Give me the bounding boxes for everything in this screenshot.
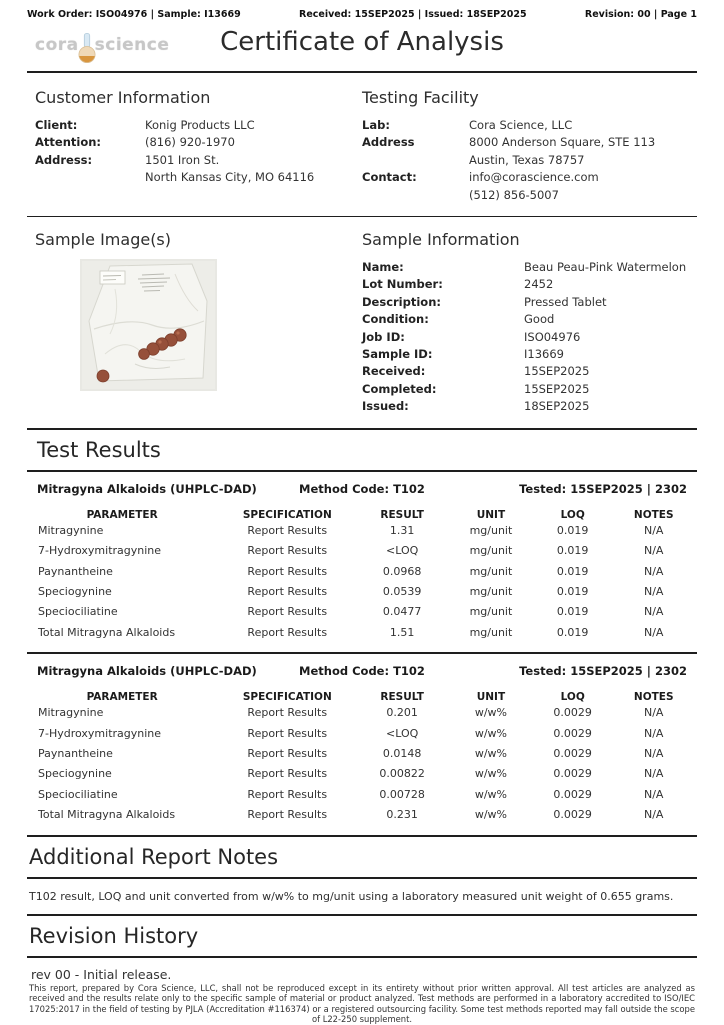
notes-bottom-rule (27, 914, 697, 916)
cell-loq: 0.0029 (553, 726, 592, 740)
field-row (362, 329, 689, 346)
field-value: Beau Peau-Pink Watermelon (524, 260, 687, 275)
work-order-sample-id: Work Order: ISO04976 | Sample: I13669 (27, 9, 241, 20)
field-row (362, 381, 689, 398)
col-result: RESULT (380, 508, 424, 521)
cell-loq: 0.019 (556, 625, 589, 639)
assay-header-row (27, 664, 697, 678)
cell-notes: N/A (643, 625, 664, 639)
cell-unit: w/w% (474, 808, 507, 822)
cell-loq: 0.019 (556, 584, 589, 598)
sample-images-block (35, 230, 362, 416)
sample-photo (80, 259, 217, 391)
method-code: Method Code: T102 (299, 481, 425, 496)
cell-parameter: Paynantheine (38, 564, 113, 578)
field-value: I13669 (524, 347, 564, 362)
cell-unit: w/w% (474, 706, 507, 720)
cell-parameter: Speciogynine (38, 584, 112, 598)
col-parameter: PARAMETER (86, 508, 158, 521)
table-row (27, 805, 697, 825)
field-value: Pressed Tablet (524, 294, 607, 309)
table-row (27, 724, 697, 744)
table-row (27, 541, 697, 561)
col-specification: SPECIFICATION (242, 508, 332, 521)
cell-notes: N/A (643, 746, 664, 760)
field-value: 18SEP2025 (524, 399, 590, 414)
field-value: North Kansas City, MO 64116 (145, 170, 315, 185)
cell-unit: mg/unit (469, 605, 513, 619)
field-value: Austin, Texas 78757 (469, 152, 585, 167)
logo-word-right: science (94, 35, 170, 55)
field-row (35, 152, 362, 169)
cell-notes: N/A (643, 544, 664, 558)
col-result: RESULT (380, 691, 424, 704)
tested-date: Tested: 15SEP2025 | 2302 (519, 664, 687, 679)
cell-unit: mg/unit (469, 544, 513, 558)
cell-result: 1.31 (389, 523, 415, 537)
cell-loq: 0.0029 (553, 746, 592, 760)
cell-specification: Report Results (247, 746, 328, 760)
cell-notes: N/A (643, 767, 664, 781)
cell-specification: Report Results (247, 706, 328, 720)
col-notes: NOTES (633, 508, 674, 521)
customer-information-block (35, 88, 362, 204)
field-label: Lot Number: (362, 277, 443, 292)
field-label: Condition: (362, 312, 429, 327)
cell-parameter: Speciociliatine (38, 605, 118, 619)
field-label: Client: (35, 118, 78, 132)
cell-result: 0.00728 (379, 787, 425, 801)
col-unit: UNIT (476, 691, 506, 704)
cell-notes: N/A (643, 564, 664, 578)
results-table-mg-unit (27, 472, 697, 652)
field-row (362, 276, 689, 293)
cell-loq: 0.019 (556, 544, 589, 558)
field-label: Name: (362, 260, 404, 275)
field-row (362, 346, 689, 363)
revision-heading-rule (27, 956, 697, 958)
field-row (362, 398, 689, 415)
cell-specification: Report Results (247, 523, 328, 537)
revision-history-heading: Revision History (29, 923, 199, 948)
cell-parameter: 7-Hydroxymitragynine (38, 544, 162, 558)
field-value: 15SEP2025 (524, 381, 590, 396)
cell-specification: Report Results (247, 767, 328, 781)
test-results-top-rule (27, 428, 697, 430)
field-row (362, 152, 689, 169)
cell-specification: Report Results (247, 605, 328, 619)
field-row (362, 363, 689, 380)
cell-specification: Report Results (247, 564, 328, 578)
results-bottom-rule (27, 835, 697, 837)
cell-unit: mg/unit (469, 625, 513, 639)
cell-notes: N/A (643, 523, 664, 537)
cell-loq: 0.0029 (553, 767, 592, 781)
notes-heading-rule (27, 877, 697, 879)
field-label: Attention: (35, 135, 102, 150)
logo-word-left: cora (35, 35, 79, 55)
table-row (27, 582, 697, 602)
tested-date: Tested: 15SEP2025 | 2302 (519, 481, 687, 496)
revision-entry: rev 00 - Initial release. (31, 966, 172, 982)
field-value: Cora Science, LLC (469, 118, 573, 132)
assay-header-row (27, 482, 697, 496)
cell-parameter: Paynantheine (38, 746, 113, 760)
field-label: Received: (362, 364, 426, 379)
table-row (27, 703, 697, 723)
field-value: ISO04976 (524, 329, 581, 344)
cell-unit: w/w% (474, 787, 507, 801)
field-row (362, 294, 689, 311)
field-label: Address: (35, 152, 93, 167)
sample-information-heading: Sample Information (362, 230, 520, 250)
cell-unit: mg/unit (469, 584, 513, 598)
field-label: Job ID: (362, 329, 405, 344)
testing-facility-heading: Testing Facility (362, 88, 479, 107)
method-code: Method Code: T102 (299, 664, 425, 679)
field-label (362, 187, 469, 204)
cell-loq: 0.019 (556, 605, 589, 619)
table-row (27, 744, 697, 764)
field-value: 1501 Iron St. (145, 152, 220, 167)
received-issued-dates: Received: 15SEP2025 | Issued: 18SEP2025 (299, 9, 527, 20)
cell-specification: Report Results (247, 787, 328, 801)
parties-section (27, 73, 697, 216)
cell-parameter: Mitragynine (38, 706, 104, 720)
additional-report-notes-heading: Additional Report Notes (29, 844, 279, 869)
cell-unit: w/w% (474, 746, 507, 760)
field-label: Sample ID: (362, 347, 433, 362)
cell-notes: N/A (643, 605, 664, 619)
table-row (27, 764, 697, 784)
sample-images-heading: Sample Image(s) (35, 230, 172, 250)
document-meta-bar (27, 0, 697, 20)
cell-unit: mg/unit (469, 564, 513, 578)
cell-notes: N/A (643, 584, 664, 598)
cell-notes: N/A (643, 726, 664, 740)
field-row (362, 169, 689, 186)
cell-parameter: Speciociliatine (38, 787, 118, 801)
field-label: Address (362, 135, 415, 150)
table-row (27, 562, 697, 582)
table-row (27, 623, 697, 643)
cell-loq: 0.019 (556, 564, 589, 578)
field-label (362, 152, 469, 169)
field-row (362, 117, 689, 134)
cell-result: 0.201 (386, 706, 418, 720)
field-value: Good (524, 312, 555, 327)
field-value: 15SEP2025 (524, 364, 590, 379)
cell-specification: Report Results (247, 808, 328, 822)
col-loq: LOQ (560, 508, 585, 521)
field-label: Contact: (362, 170, 417, 185)
cell-specification: Report Results (247, 544, 328, 558)
col-specification: SPECIFICATION (242, 691, 332, 704)
field-label: Issued: (362, 399, 409, 414)
sample-information-block (362, 230, 689, 416)
col-unit: UNIT (476, 508, 506, 521)
test-results-heading: Test Results (37, 437, 161, 462)
cell-parameter: Total Mitragyna Alkaloids (38, 625, 176, 639)
col-notes: NOTES (633, 691, 674, 704)
legal-disclaimer: This report, prepared by Cora Science, LLC, shall not be reproduced except in its entirety without prior written approval. All test articles are analyzed as received and the results relate only to the specific sample of material or product analyzed. Test methods are performed in a laboratory accredited to ISO/IEC 17025:2017 in the field of testing by PJLA (Accreditation #116374) or a registered outsourcing facility. Some test methods reported may fall outside the scope of L22-250 supplement. (29, 982, 695, 1025)
cell-unit: mg/unit (469, 523, 513, 537)
cell-result: 0.0968 (382, 564, 422, 578)
field-value: (816) 920-1970 (145, 135, 235, 150)
cell-notes: N/A (643, 706, 664, 720)
field-label: Lab: (362, 118, 390, 132)
field-row (362, 187, 689, 204)
field-row (362, 259, 689, 276)
assay-name: Mitragyna Alkaloids (UHPLC-DAD) (37, 664, 257, 679)
table-row (27, 785, 697, 805)
col-parameter: PARAMETER (86, 691, 158, 704)
masthead (27, 23, 697, 71)
field-value: (512) 856-5007 (469, 187, 559, 202)
page-title: Certificate of Analysis (220, 27, 504, 57)
cell-notes: N/A (643, 787, 664, 801)
field-value: Konig Products LLC (145, 118, 255, 132)
field-row (362, 134, 689, 151)
cell-result: 0.0539 (382, 584, 422, 598)
testing-facility-block (362, 88, 689, 204)
cell-result: 0.00822 (379, 767, 425, 781)
column-header-row (27, 509, 697, 521)
column-header-row (27, 691, 697, 703)
cell-parameter: 7-Hydroxymitragynine (38, 726, 162, 740)
cell-parameter: Speciogynine (38, 767, 112, 781)
cell-specification: Report Results (247, 726, 328, 740)
cell-result: 0.0477 (382, 605, 422, 619)
field-label: Description: (362, 294, 441, 309)
field-value: 2452 (524, 277, 554, 292)
field-value: 8000 Anderson Square, STE 113 (469, 135, 656, 150)
customer-information-heading: Customer Information (35, 88, 211, 107)
cell-loq: 0.0029 (553, 706, 592, 720)
cell-unit: w/w% (474, 726, 507, 740)
cell-result: <LOQ (386, 544, 419, 558)
report-note: T102 result, LOQ and unit converted from w/w% to mg/unit using a laboratory measured unit weight of 0.655 grams. (29, 889, 674, 903)
revision-page-number: Revision: 00 | Page 1 (584, 9, 697, 20)
field-value: info@corascience.com (469, 170, 599, 185)
cell-loq: 0.0029 (553, 787, 592, 801)
cell-loq: 0.0029 (553, 808, 592, 822)
cell-result: 1.51 (389, 625, 415, 639)
cell-result: 0.0148 (382, 746, 422, 760)
cell-notes: N/A (643, 808, 664, 822)
assay-name: Mitragyna Alkaloids (UHPLC-DAD) (37, 481, 257, 496)
field-row (35, 117, 362, 134)
cell-parameter: Mitragynine (38, 523, 104, 537)
field-row (35, 169, 362, 186)
cell-specification: Report Results (247, 584, 328, 598)
col-loq: LOQ (560, 691, 585, 704)
cell-specification: Report Results (247, 625, 328, 639)
field-label: Completed: (362, 381, 437, 396)
field-label (35, 169, 145, 186)
table-row (27, 602, 697, 622)
field-row (362, 311, 689, 328)
cell-result: 0.231 (386, 808, 418, 822)
results-table-ww-percent (27, 654, 697, 834)
field-row (35, 134, 362, 151)
table-row (27, 521, 697, 541)
cell-loq: 0.019 (556, 523, 589, 537)
cell-parameter: Total Mitragyna Alkaloids (38, 808, 176, 822)
sample-section (27, 217, 697, 428)
cell-result: <LOQ (386, 726, 419, 740)
cell-unit: w/w% (474, 767, 507, 781)
